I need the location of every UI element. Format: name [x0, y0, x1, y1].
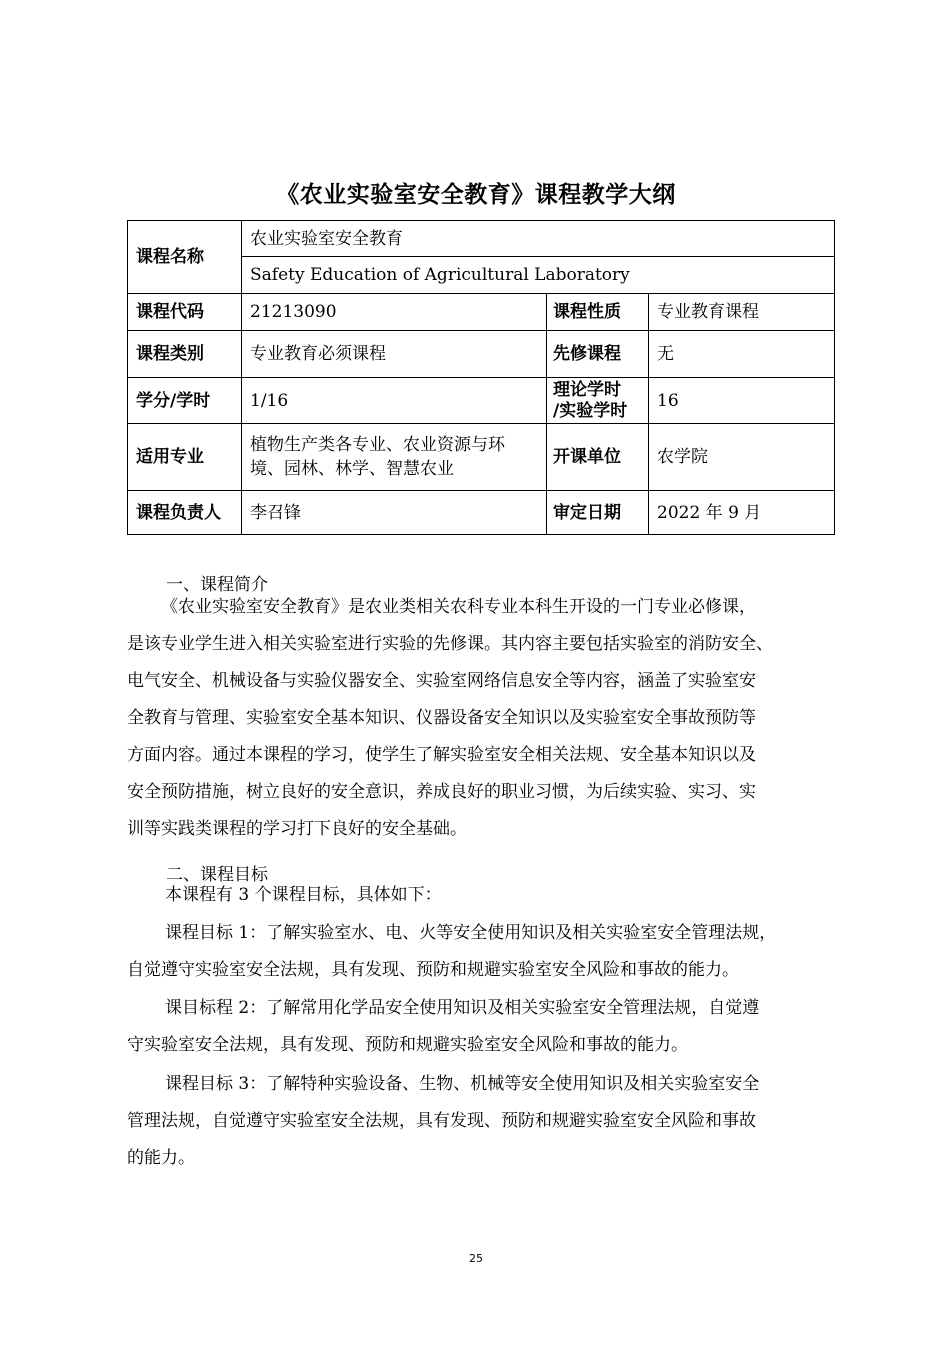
goal-3 [127, 1066, 837, 1177]
intro-line-6: 安全预防措施，树立良好的安全意识，养成良好的职业习惯，为后续实验、实习、实 [127, 782, 756, 802]
department-value: 农学院 [649, 424, 835, 491]
approval-date-label: 审定日期 [547, 491, 649, 535]
goal-3-line-3: 的能力。 [127, 1148, 195, 1168]
course-owner-label: 课程负责人 [128, 491, 242, 535]
goal-1 [127, 915, 837, 989]
goals-intro-line: 本课程有 3 个课程目标，具体如下： [165, 885, 442, 905]
goal-1-line-2: 自觉遵守实验室安全法规，具有发现、预防和规避实验室安全风险和事故的能力。 [127, 960, 739, 980]
major-label: 适用专业 [128, 424, 242, 491]
theory-hours-label-line1: 理论学时 [553, 379, 621, 400]
course-code-label: 课程代码 [128, 294, 242, 331]
intro-line-1: 《农业实验室安全教育》是农业类相关农科专业本科生开设的一门专业必修课， [161, 597, 756, 617]
course-name-cn: 农业实验室安全教育 [242, 221, 835, 257]
credits-label: 学分/学时 [128, 378, 242, 424]
credits-value: 1/16 [242, 378, 547, 424]
intro-line-5: 方面内容。通过本课程的学习，使学生了解实验室安全相关法规、安全基本知识以及 [127, 745, 756, 765]
major-value-line2: 境、园林、林学、智慧农业 [250, 459, 454, 479]
department-label: 开课单位 [547, 424, 649, 491]
theory-hours-value: 16 [649, 378, 835, 424]
intro-line-3: 电气安全、机械设备与实验仪器安全、实验室网络信息安全等内容，涵盖了实验室安 [127, 671, 756, 691]
section-intro-body [127, 589, 837, 848]
course-code-value: 21213090 [242, 294, 547, 331]
approval-date-value: 2022 年 9 月 [649, 491, 835, 535]
intro-line-2: 是该专业学生进入相关实验室进行实验的先修课。其内容主要包括实验室的消防安全、 [127, 634, 773, 654]
major-value [242, 424, 547, 491]
goal-2 [127, 990, 837, 1064]
prerequisite-value: 无 [649, 331, 835, 378]
document-title: 《农业实验室安全教育》课程教学大纲 [276, 182, 676, 208]
goal-3-line-2: 管理法规，自觉遵守实验室安全法规，具有发现、预防和规避实验室安全风险和事故 [127, 1111, 756, 1131]
theory-hours-label-line2: /实验学时 [553, 400, 628, 421]
goal-3-line-1: 课程目标 3：了解特种实验设备、生物、机械等安全使用知识及相关实验室安全 [165, 1074, 760, 1094]
goal-1-line-1: 课程目标 1：了解实验室水、电、火等安全使用知识及相关实验室安全管理法规， [165, 923, 777, 943]
course-category-value: 专业教育必须课程 [242, 331, 547, 378]
course-name-label: 课程名称 [128, 221, 242, 294]
theory-hours-label [547, 378, 649, 424]
course-name-en: Safety Education of Agricultural Laboratory [242, 257, 835, 294]
course-nature-value: 专业教育课程 [649, 294, 835, 331]
major-value-line1: 植物生产类各专业、农业资源与环 [250, 435, 505, 455]
goal-2-line-1: 课目标程 2：了解常用化学品安全使用知识及相关实验室安全管理法规，自觉遵 [165, 998, 760, 1018]
section-goals-heading: 二、课程目标 [166, 865, 268, 885]
section-intro-heading: 一、课程简介 [166, 575, 268, 595]
prerequisite-label: 先修课程 [547, 331, 649, 378]
course-owner-value: 李召锋 [242, 491, 547, 535]
page-number: 25 [469, 1252, 483, 1265]
course-info-table [127, 220, 835, 535]
intro-line-7: 训等实践类课程的学习打下良好的安全基础。 [127, 819, 467, 839]
goal-2-line-2: 守实验室安全法规，具有发现、预防和规避实验室安全风险和事故的能力。 [127, 1035, 688, 1055]
goals-intro [127, 878, 837, 912]
course-category-label: 课程类别 [128, 331, 242, 378]
course-nature-label: 课程性质 [547, 294, 649, 331]
intro-line-4: 全教育与管理、实验室安全基本知识、仪器设备安全知识以及实验室安全事故预防等 [127, 708, 756, 728]
